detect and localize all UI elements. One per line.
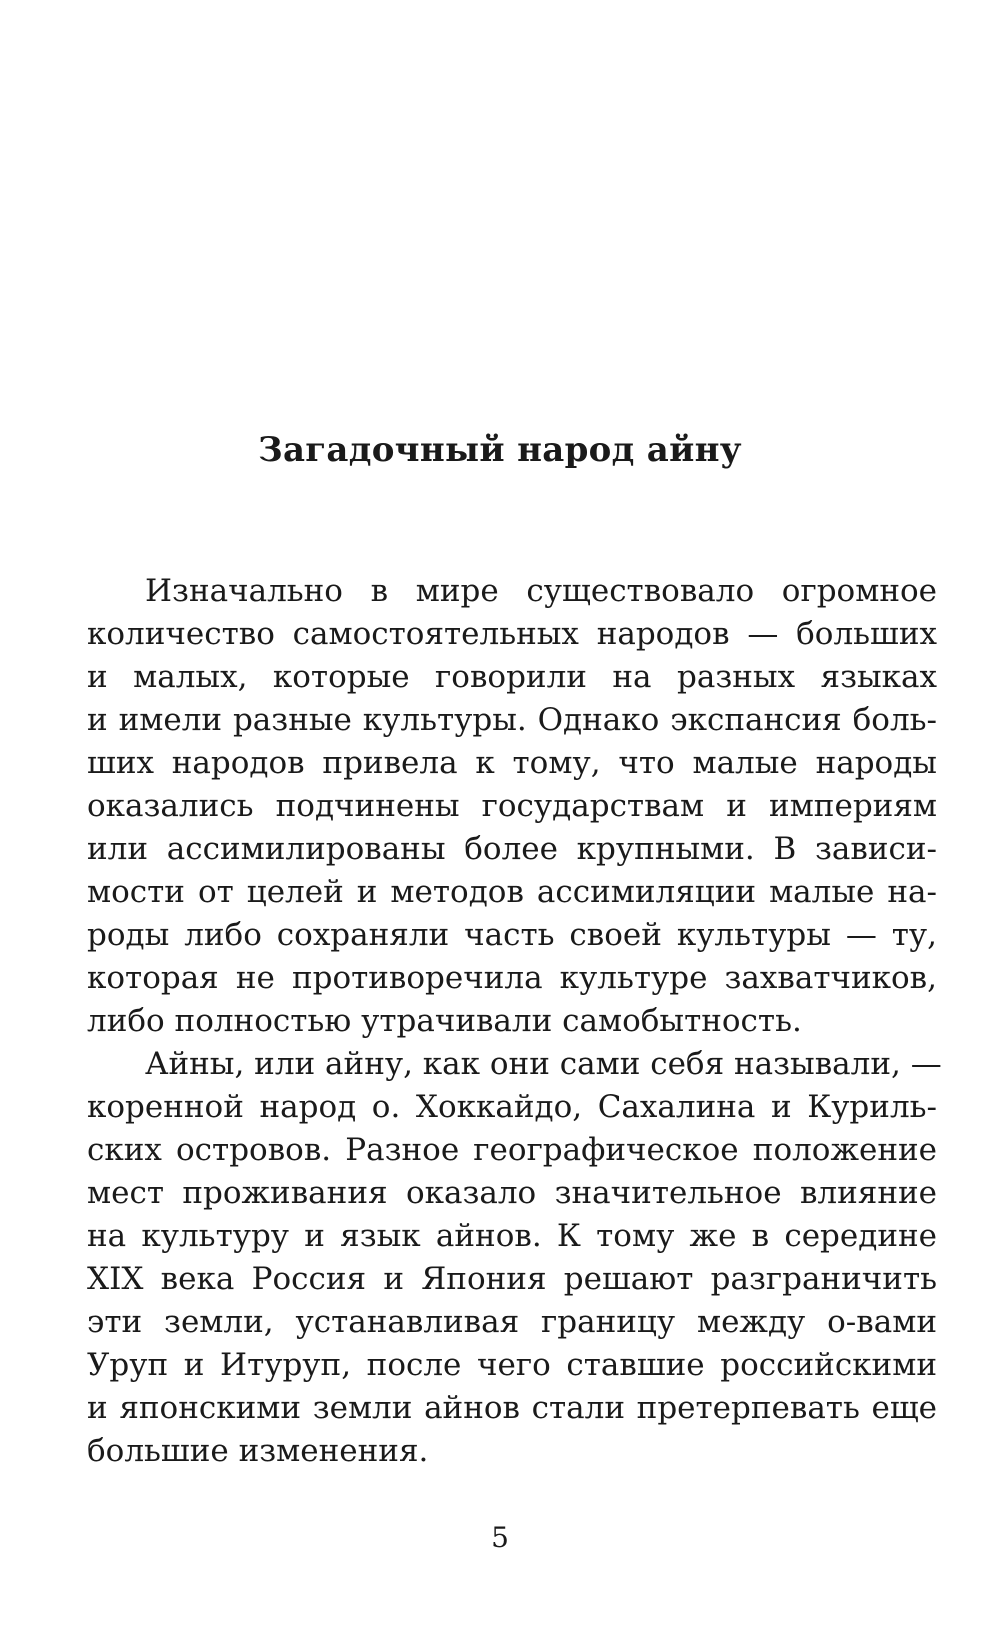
text-line: мест проживания оказало значительное влияние [87, 1175, 937, 1211]
text-line: большие изменения. [87, 1433, 429, 1469]
text-line: и имели разные культуры. Однако экспансия боль- [87, 702, 937, 738]
text-line: XIX века Россия и Япония решают разграничить [87, 1261, 937, 1297]
page-number: 5 [491, 1521, 509, 1554]
text-line: мости от целей и методов ассимиляции малые на- [87, 874, 937, 910]
text-line: эти земли, устанавливая границу между о-вами [87, 1304, 937, 1340]
text-line: оказались подчинены государствам и империям [87, 788, 937, 824]
paragraph-1 [87, 570, 937, 1043]
text-line: Изначально в мире существовало огромное [145, 573, 937, 609]
text-line: коренной народ о. Хоккайдо, Сахалина и Куриль- [87, 1089, 937, 1125]
text-line: и японскими земли айнов стали претерпевать еще [87, 1390, 937, 1426]
text-line: количество самостоятельных народов — больших [87, 616, 937, 652]
text-line: роды либо сохраняли часть своей культуры — ту, [87, 917, 937, 953]
text-line: и малых, которые говорили на разных языках [87, 659, 937, 695]
text-line: ских островов. Разное географическое положение [87, 1132, 937, 1168]
chapter-title: Загадочный народ айну [258, 430, 742, 470]
text-line: на культуру и язык айнов. К тому же в середине [87, 1218, 937, 1254]
body-text [87, 570, 942, 1473]
text-line: Айны, или айну, как они сами себя называли, — [145, 1046, 942, 1082]
text-line: которая не противоречила культуре захватчиков, [87, 960, 937, 996]
text-line: или ассимилированы более крупными. В зависи- [87, 831, 937, 867]
text-line: ших народов привела к тому, что малые народы [87, 745, 937, 781]
text-line: Уруп и Итуруп, после чего ставшие российскими [87, 1347, 937, 1383]
paragraph-2 [87, 1043, 942, 1473]
text-line: либо полностью утрачивали самобытность. [87, 1003, 802, 1039]
